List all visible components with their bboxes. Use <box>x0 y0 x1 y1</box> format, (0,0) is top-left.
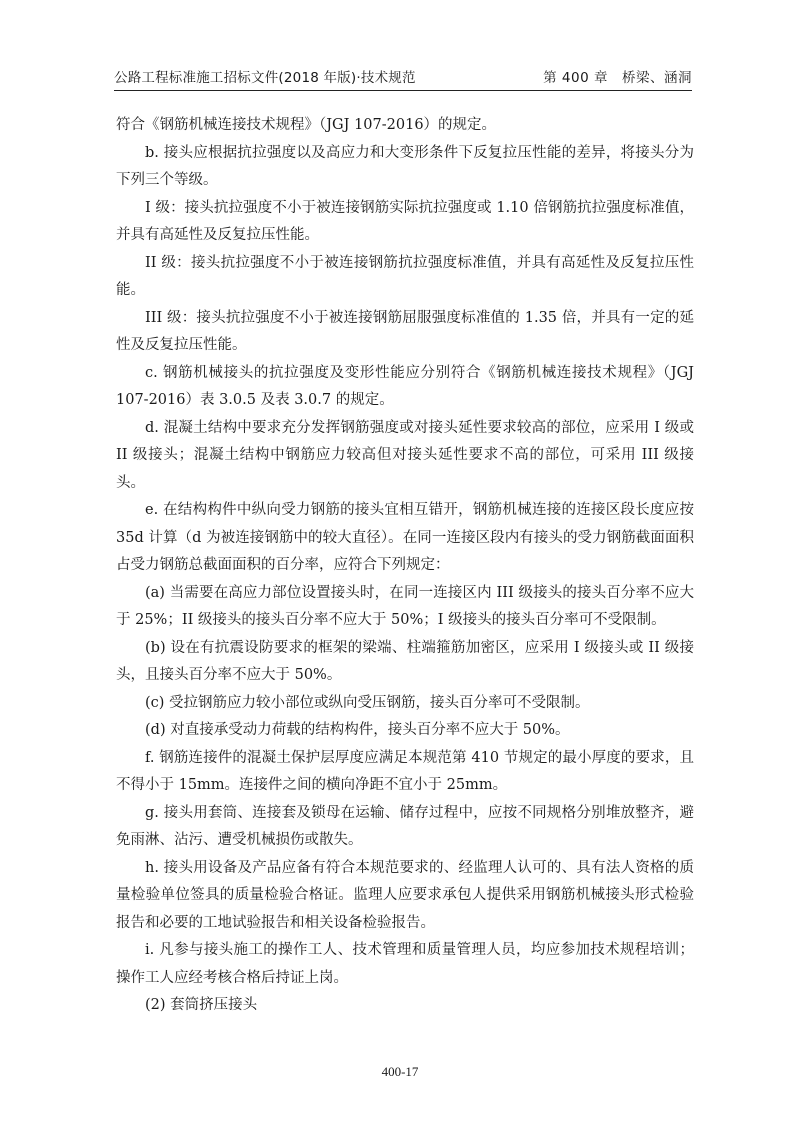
section-heading: (2) 套筒挤压接头 <box>145 997 258 1013</box>
paragraph: i. 凡参与接头施工的操作工人、技术管理和质量管理人员，均应参加技术规程培训；操作工人应经考核合格后持证上岗。 <box>116 942 694 986</box>
paragraph: f. 钢筋连接件的混凝土保护层厚度应满足本规范第 410 节规定的最小厚度的要求，且不得小于 15mm。连接件之间的横向净距不宜小于 25mm。 <box>116 749 694 793</box>
paragraph: 符合《钢筋机械连接技术规程》（JGJ 107-2016）的规定。 <box>116 117 497 133</box>
page-number: 400-17 <box>381 1064 419 1079</box>
header-chapter-title: 第 400 章 桥梁、涵洞 <box>543 70 692 86</box>
paragraph: II 级：接头抗拉强度不小于被连接钢筋抗拉强度标准值，并具有高延性及反复拉压性能。 <box>116 254 694 298</box>
paragraph: (a) 当需要在高应力部位设置接头时，在同一连接区内 III 级接头的接头百分率不应大于 25%；II 级接头的接头百分率不应大于 50%；I 级接头的接头百分率可不受限制。 <box>116 584 694 628</box>
paragraph: III 级：接头抗拉强度不小于被连接钢筋屈服强度标准值的 1.35 倍，并具有一定的延性及反复拉压性能。 <box>116 309 694 353</box>
paragraph: e. 在结构构件中纵向受力钢筋的接头宜相互错开，钢筋机械连接的连接区段长度应按 35d 计算（d 为被连接钢筋中的较大直径）。在同一连接区段内有接头的受力钢筋截面面积占受力钢筋总截面面积的百分率，应符合下列规定： <box>116 502 694 573</box>
paragraph: g. 接头用套筒、连接套及锁母在运输、储存过程中，应按不同规格分别堆放整齐，避免雨淋、沾污、遭受机械损伤或散失。 <box>116 804 694 848</box>
body-text <box>116 112 694 1020</box>
paragraph: b. 接头应根据抗拉强度以及高应力和大变形条件下反复拉压性能的差异，将接头分为下列三个等级。 <box>116 144 694 188</box>
paragraph: c. 钢筋机械接头的抗拉强度及变形性能应分别符合《钢筋机械连接技术规程》（JGJ 107-2016）表 3.0.5 及表 3.0.7 的规定。 <box>116 364 694 408</box>
paragraph: (b) 设在有抗震设防要求的框架的梁端、柱端箍筋加密区，应采用 I 级接头或 II 级接头，且接头百分率不应大于 50%。 <box>116 639 694 683</box>
paragraph: d. 混凝土结构中要求充分发挥钢筋强度或对接头延性要求较高的部位，应采用 I 级或 II 级接头；混凝土结构中钢筋应力较高但对接头延性要求不高的部位，可采用 III 级接头。 <box>116 419 694 491</box>
running-header <box>114 62 692 91</box>
paragraph: h. 接头用设备及产品应备有符合本规范要求的、经监理人认可的、具有法人资格的质量检验单位签具的质量检验合格证。监理人应要求承包人提供采用钢筋机械接头形式检验报告和必要的工地试验报告和相关设备检验报告。 <box>116 859 694 931</box>
paragraph: (d) 对直接承受动力荷载的结构构件，接头百分率不应大于 50%。 <box>145 722 570 738</box>
paragraph: I 级：接头抗拉强度不小于被连接钢筋实际抗拉强度或 1.10 倍钢筋抗拉强度标准值，并具有高延性及反复拉压性能。 <box>116 199 694 243</box>
header-document-title: 公路工程标准施工招标文件(2018 年版)·技术规范 <box>114 70 416 86</box>
paragraph: (c) 受拉钢筋应力较小部位或纵向受压钢筋，接头百分率可不受限制。 <box>145 694 590 711</box>
